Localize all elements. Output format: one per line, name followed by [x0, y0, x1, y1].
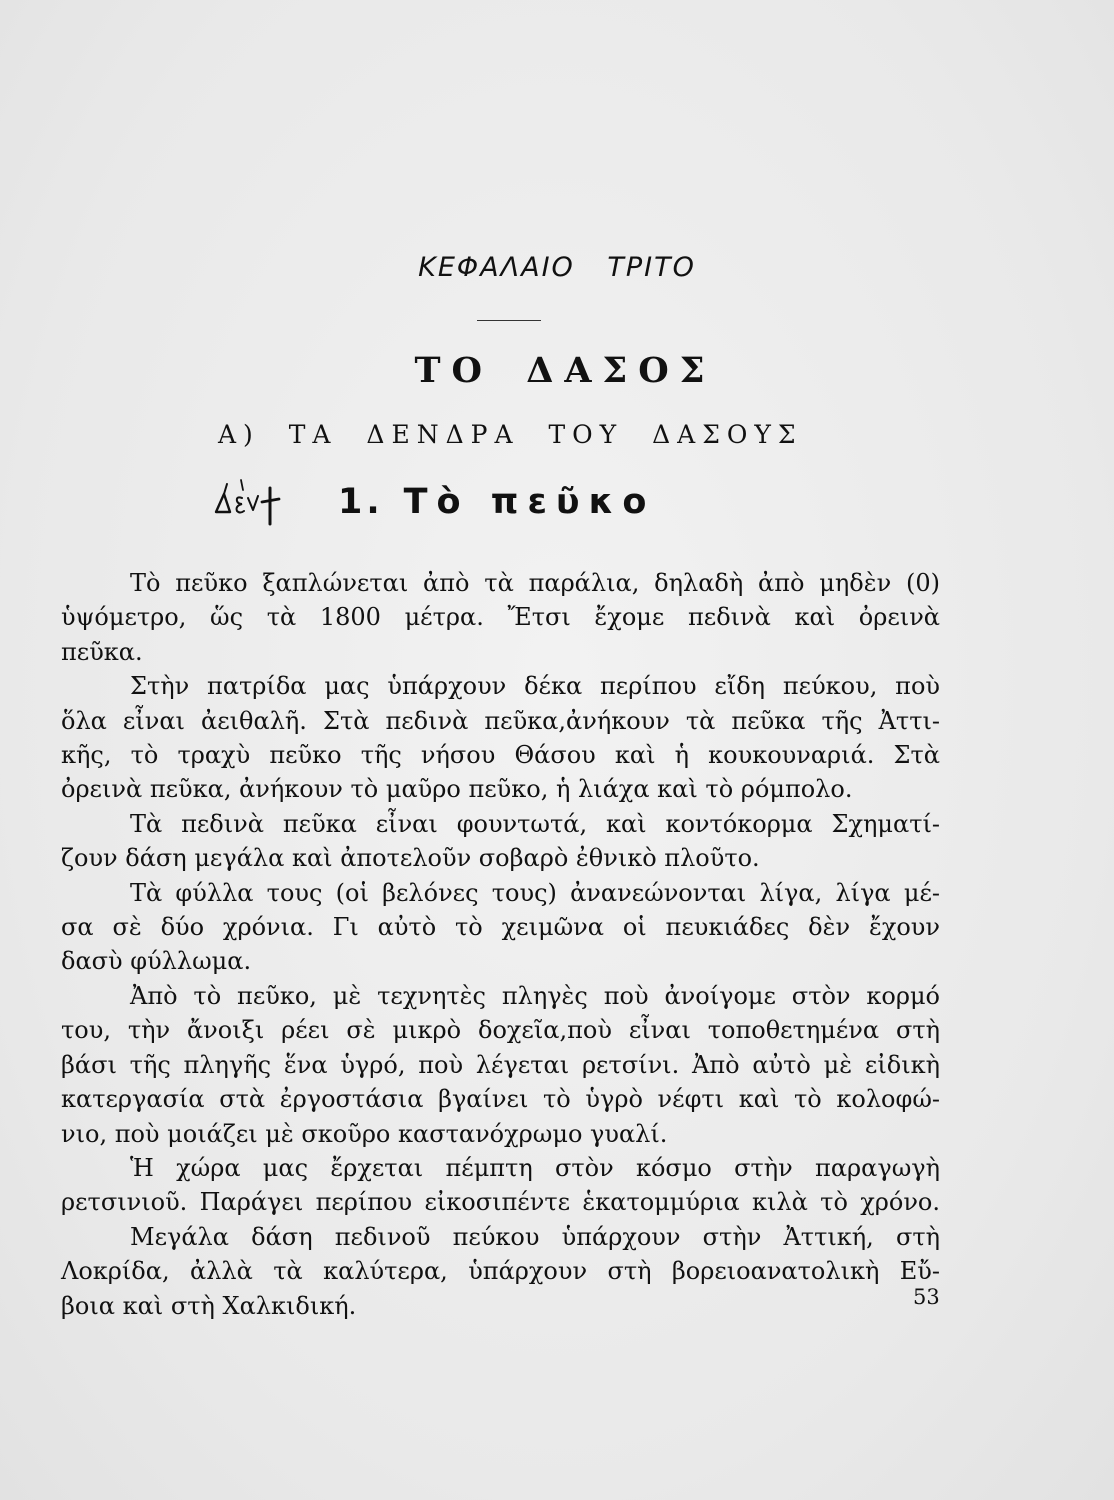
text-line: Στὴν πατρίδα μας ὑπάρχουν δέκα περίπου εἴδη πεύκου, ποὺ — [130, 672, 940, 701]
subsection-heading: Α) ΤΑ ΔΕΝΔΡΑ ΤΟΥ ΔΑΣΟΥΣ — [218, 420, 803, 449]
text-line: δασὺ φύλλωμα. — [61, 947, 252, 976]
section-heading — [338, 482, 655, 522]
body-text — [61, 566, 940, 1323]
text-line: Λοκρίδα, ἀλλὰ τὰ καλύτερα, ὑπάρχουν στὴ βορειοανατολικὴ Εὔ- — [61, 1257, 940, 1286]
text-line: Ἡ χώρα μας ἔρχεται πέμπτη στὸν κόσμο στὴν παραγωγὴ — [130, 1153, 940, 1182]
text-line: σα σὲ δύο χρόνια. Γι αὐτὸ τὸ χειμῶνα οἱ πευκιάδες δὲν ἔχουν — [61, 913, 940, 942]
text-line: ὀρεινὰ πεῦκα, ἀνήκουν τὸ μαῦρο πεῦκο, ἡ λιάχα καὶ τὸ ρόμπολο. — [61, 775, 853, 804]
section-number: 1. — [338, 482, 384, 522]
section-title: Τὸ πεῦκο — [403, 482, 656, 522]
handwritten-note — [212, 466, 284, 526]
text-line: νιο, ποὺ μοιάζει μὲ σκοῦρο καστανόχρωμο γυαλί. — [61, 1119, 668, 1148]
text-line: του, τὴν ἄνοιξι ρέει σὲ μικρὸ δοχεῖα,ποὺ εἶναι τοποθετημένα στὴ — [61, 1016, 940, 1045]
text-line: βοια καὶ στὴ Χαλκιδική. — [61, 1291, 357, 1320]
text-line: Τὰ φύλλα τους (οἱ βελόνες τους) ἀνανεώνονται λίγα, λίγα μέ- — [130, 878, 940, 907]
text-line: κατεργασία στὰ ἐργοστάσια βγαίνει τὸ ὑγρὸ νέφτι καὶ τὸ κολοφώ- — [61, 1085, 940, 1114]
text-line: ὑψόμετρο, ὥς τὰ 1800 μέτρα. Ἔτσι ἔχομε πεδινὰ καὶ ὀρεινὰ — [61, 603, 940, 632]
text-line: πεῦκα. — [61, 637, 143, 666]
text-line: Τὸ πεῦκο ξαπλώνεται ἀπὸ τὰ παράλια, δηλαδὴ ἀπὸ μηδὲν (0) — [130, 569, 940, 597]
text-line: βάσι τῆς πληγῆς ἕνα ὑγρό, ποὺ λέγεται ρετσίνι. Ἀπὸ αὐτὸ μὲ εἰδικὴ — [61, 1050, 940, 1079]
text-line: ζουν δάση μεγάλα καὶ ἀποτελοῦν σοβαρὸ ἐθνικὸ πλοῦτο. — [61, 844, 760, 873]
text-line: ρετσινιοῦ. Παράγει περίπου εἰκοσιπέντε ἑκατομμύρια κιλὰ τὸ χρόνο. — [61, 1188, 940, 1217]
text-line: Ἀπὸ τὸ πεῦκο, μὲ τεχνητὲς πληγὲς ποὺ ἀνοίγομε στὸν κορμό — [130, 981, 940, 1010]
heading-divider — [477, 320, 541, 321]
page-title: ΤΟ ΔΑΣΟΣ — [414, 350, 716, 391]
text-line: Τὰ πεδινὰ πεῦκα εἶναι φουντωτά, καὶ κοντόκορμα Σχηματί- — [130, 809, 940, 838]
text-line: ὅλα εἶναι ἀειθαλῆ. Στὰ πεδινὰ πεῦκα,ἀνήκουν τὰ πεῦκα τῆς Ἀττι- — [61, 706, 940, 735]
text-line: κῆς, τὸ τραχὺ πεῦκο τῆς νήσου Θάσου καὶ ἡ κουκουναριά. Στὰ — [61, 741, 940, 770]
page-number: 53 — [913, 1285, 940, 1309]
text-line: Μεγάλα δάση πεδινοῦ πεύκου ὑπάρχουν στὴν Ἀττική, στὴ — [130, 1222, 940, 1251]
chapter-heading: ΚΕΦΑΛΑΙΟ ΤΡΙΤΟ — [418, 252, 696, 283]
